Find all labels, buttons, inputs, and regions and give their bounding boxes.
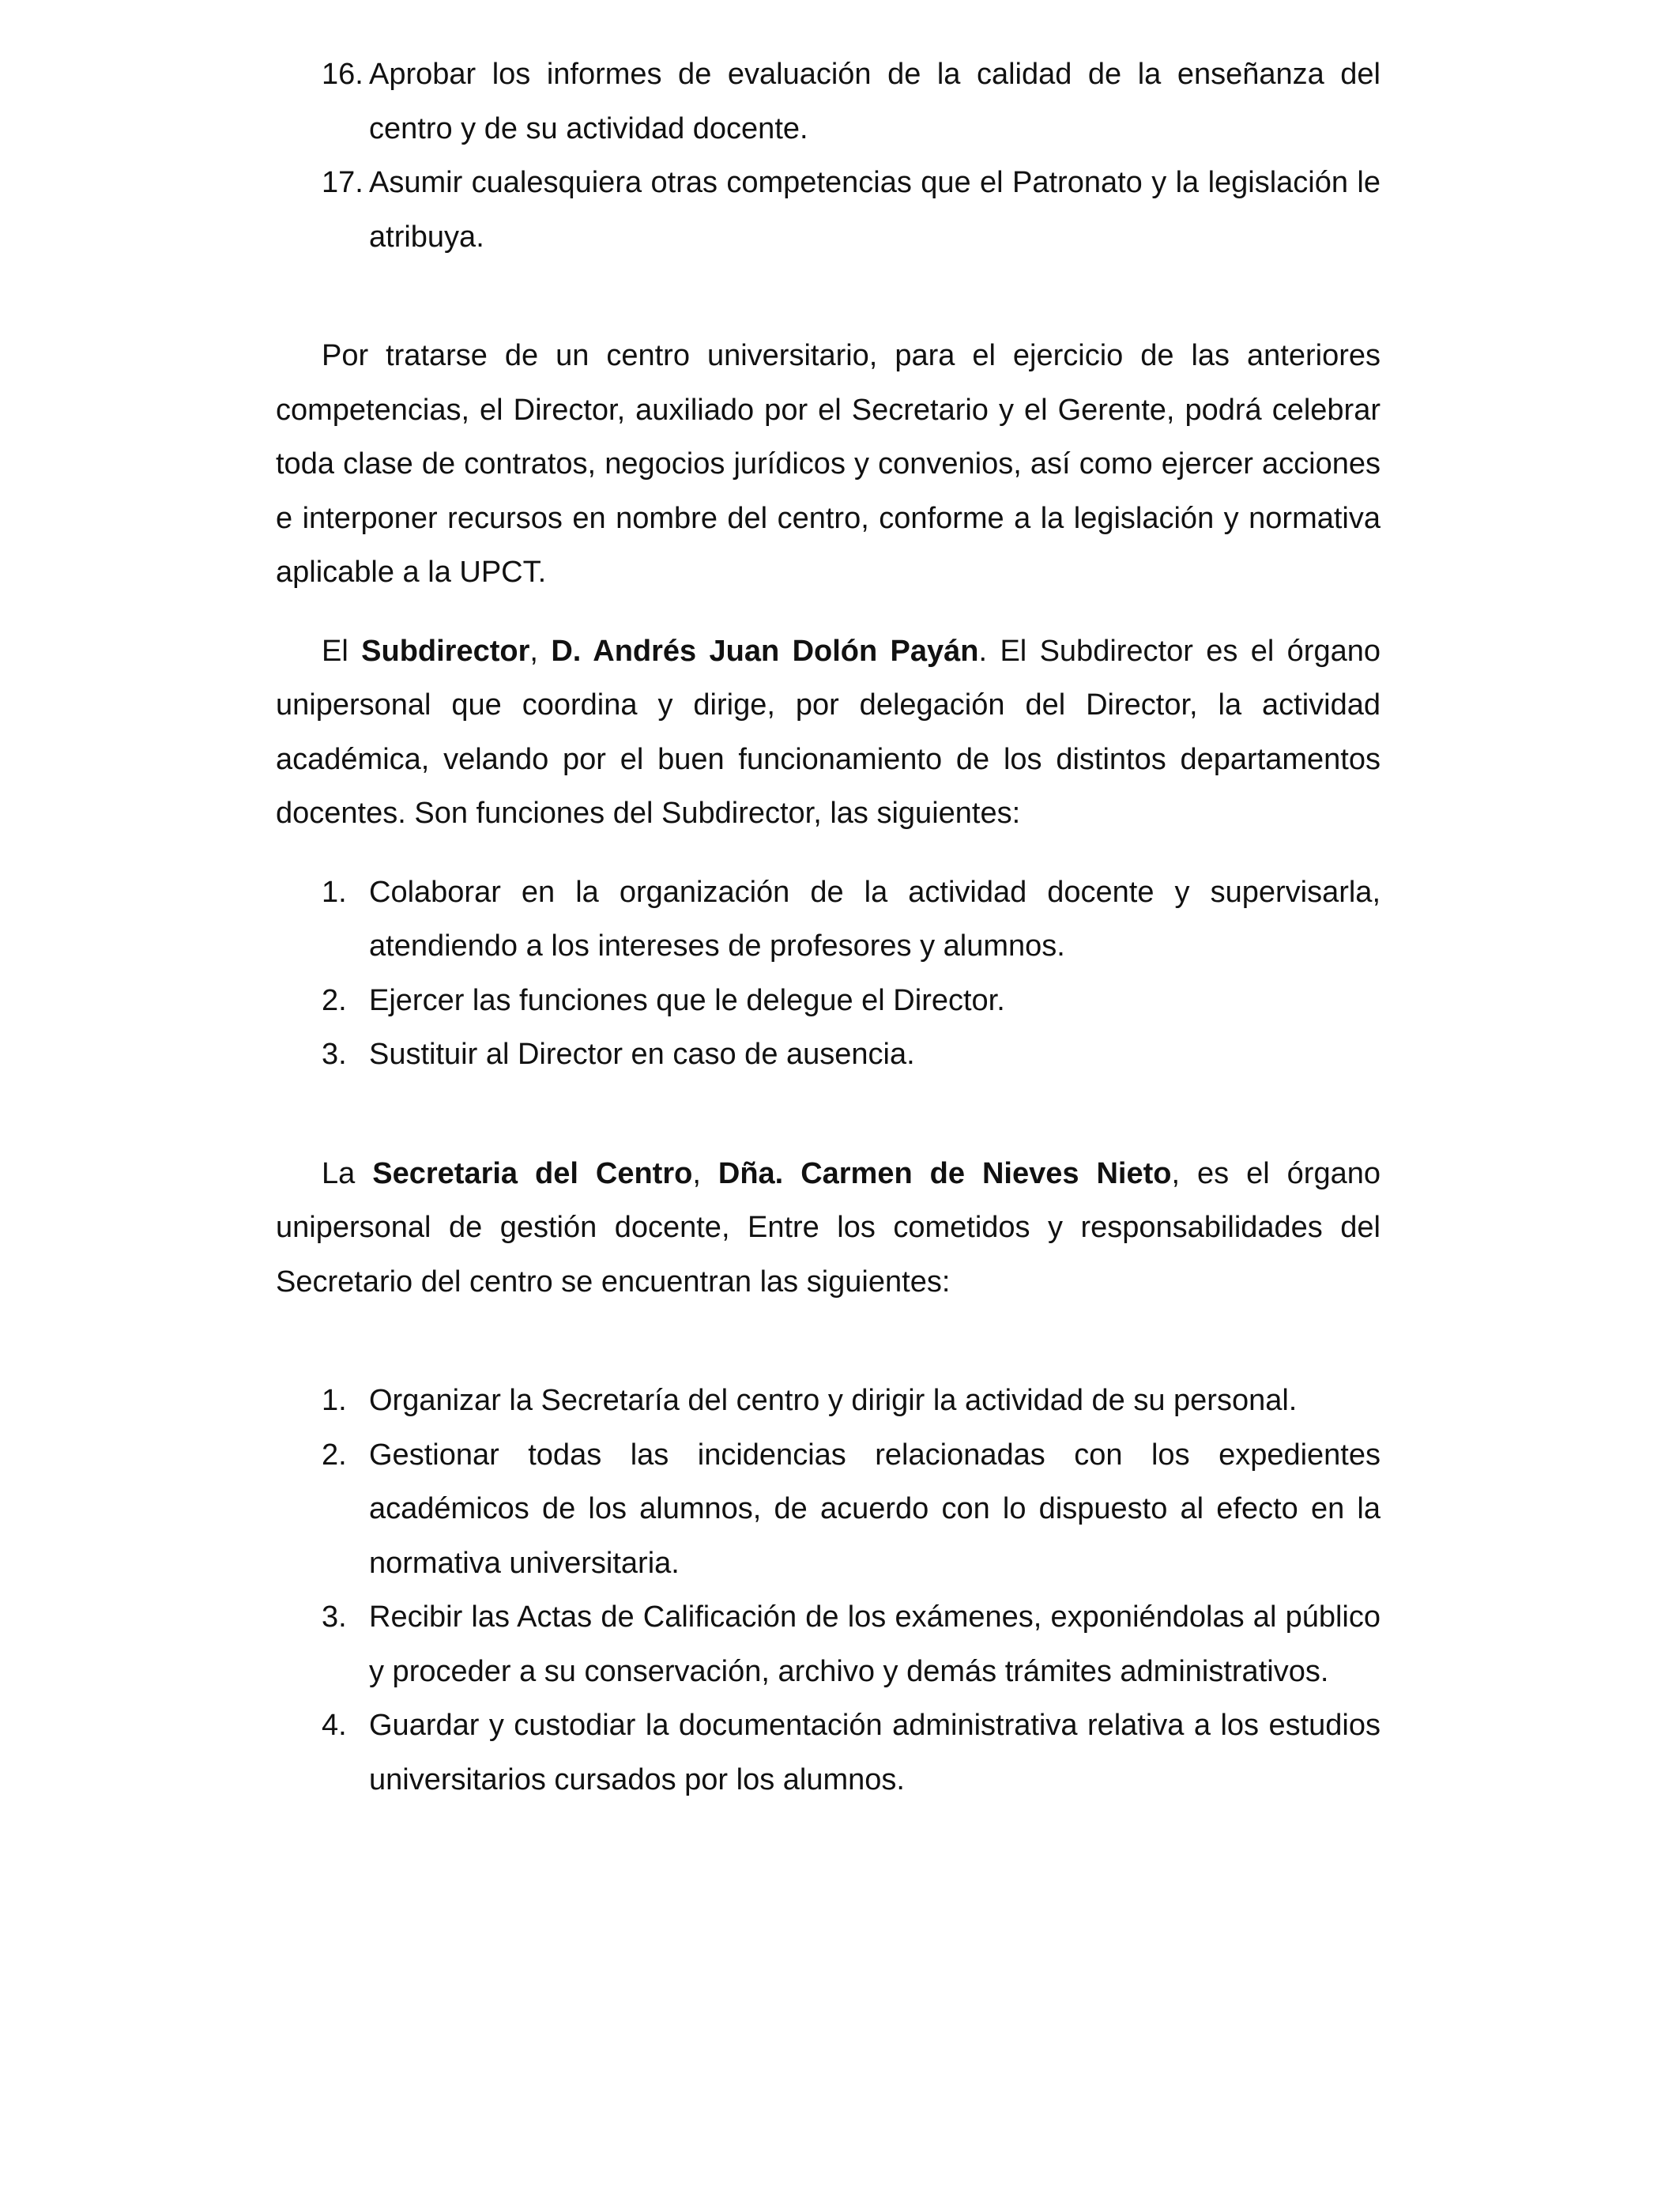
subdirector-prefix: El — [322, 634, 362, 668]
secretaria-description: , es el órgano unipersonal de gestión docente, Entre los cometidos y responsabilidades del Secretario del centro se encuentran las siguientes: — [276, 1156, 1381, 1299]
list-item-number: 1. — [322, 875, 347, 909]
list-item — [276, 1027, 1381, 1082]
top-numbered-list — [276, 47, 1381, 264]
list-item-number: 17. — [322, 166, 363, 199]
subdirector-title: Subdirector — [361, 634, 530, 668]
secretaria-title: Secretaria del Centro — [372, 1156, 693, 1190]
list-item — [276, 1698, 1381, 1807]
list-item — [276, 47, 1381, 156]
list-item-text: Sustituir al Director en caso de ausencia. — [369, 1038, 915, 1071]
list-item-text: Guardar y custodiar la documentación administrativa relativa a los estudios universitarios cursados por los alumnos. — [369, 1709, 1381, 1796]
list-item — [276, 1374, 1381, 1428]
secretaria-name: Dña. Carmen de Nieves Nieto — [718, 1156, 1172, 1190]
list-item — [276, 865, 1381, 974]
list-item-text: Ejercer las funciones que le delegue el Director. — [369, 983, 1005, 1017]
list-item-text: Asumir cualesquiera otras competencias que el Patronato y la legislación le atribuya. — [369, 166, 1381, 254]
document-page — [276, 47, 1381, 1807]
list-item-number: 4. — [322, 1709, 347, 1742]
subdirector-name: D. Andrés Juan Dolón Payán — [551, 634, 979, 668]
secretaria-sep: , — [692, 1156, 718, 1190]
subdirector-description: . El Subdirector es el órgano unipersonal que coordina y dirige, por delegación del Director, la actividad académica, velando por el buen funcionamiento de los distintos departamentos docentes. Son funciones del Subdirector, las siguientes: — [276, 634, 1381, 830]
paragraph-competencias: Por tratarse de un centro universitario, para el ejercicio de las anteriores competencias, el Director, auxiliado por el Secretario y el Gerente, podrá celebrar toda clase de contratos, negocios jurídicos y convenios, así como ejercer acciones e interponer recursos en nombre del centro, conforme a la legislación y normativa aplicable a la UPCT. — [276, 339, 1381, 589]
paragraph-subdirector — [276, 624, 1381, 841]
list-item-number: 1. — [322, 1384, 347, 1417]
list-item-text: Colaborar en la organización de la actividad docente y supervisarla, atendiendo a los intereses de profesores y alumnos. — [369, 875, 1381, 963]
list-item-text: Gestionar todas las incidencias relacionadas con los expedientes académicos de los alumnos, de acuerdo con lo dispuesto al efecto en la normativa universitaria. — [369, 1438, 1381, 1580]
secretaria-prefix: La — [322, 1156, 373, 1190]
list-item-number: 2. — [322, 1438, 347, 1472]
list-item — [276, 1428, 1381, 1591]
list-item-text: Recibir las Actas de Calificación de los exámenes, exponiéndolas al público y proceder a su conservación, archivo y demás trámites administrativos. — [369, 1600, 1381, 1688]
list-item-number: 3. — [322, 1600, 347, 1634]
list-item-number: 3. — [322, 1038, 347, 1071]
list-item — [276, 974, 1381, 1028]
subdirector-sep: , — [529, 634, 552, 668]
secretaria-duties-list — [276, 1374, 1381, 1807]
list-item-number: 16. — [322, 58, 363, 91]
list-item-number: 2. — [322, 983, 347, 1017]
list-item — [276, 1590, 1381, 1698]
list-item-text: Aprobar los informes de evaluación de la calidad de la enseñanza del centro y de su actividad docente. — [369, 58, 1381, 145]
subdirector-functions-list — [276, 865, 1381, 1082]
list-item — [276, 156, 1381, 264]
paragraph-secretaria — [276, 1147, 1381, 1310]
list-item-text: Organizar la Secretaría del centro y dirigir la actividad de su personal. — [369, 1384, 1298, 1417]
